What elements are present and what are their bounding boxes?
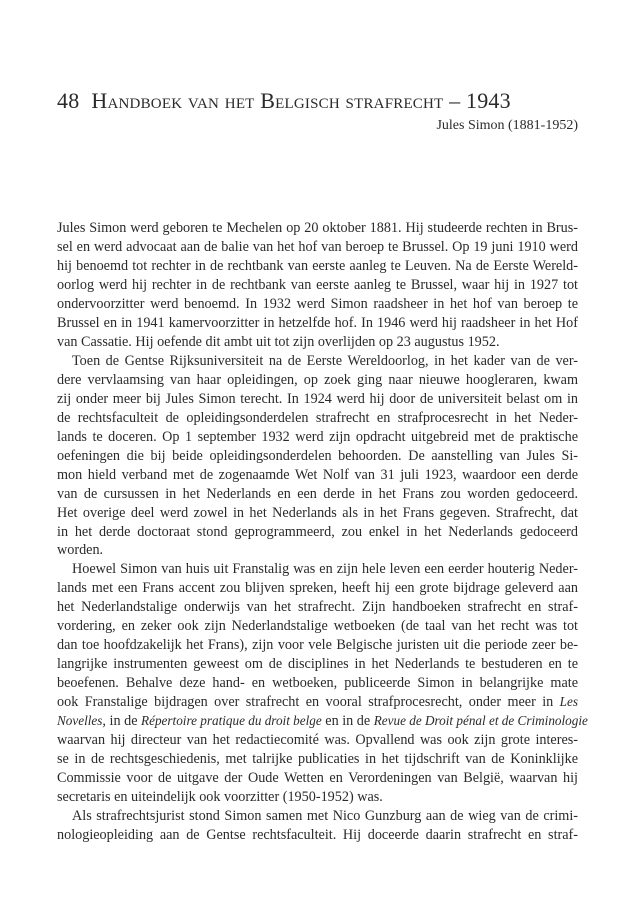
italic-title: Les	[559, 694, 578, 710]
text-line: ook Franstalige bijdragen over strafrecht en vooral strafprocesrecht, onder meer in Les	[57, 694, 578, 711]
text-line: Jules Simon werd geboren te Mechelen op 20 oktober 1881. Hij studeerde rechten in Brus-	[57, 220, 578, 236]
text-line: se in de rechtsgeschiedenis, met talrijke publicaties in het tijdschrift van de Koninklijke	[57, 751, 578, 768]
text-line: van Cassatie. Hij oefende dit ambt uit tot zijn overlijden op 23 augustus 1952.	[57, 333, 500, 350]
paragraph	[57, 560, 588, 807]
text-line: van de cursussen in het Nederlands en een derde in het Frans zou worden gedoceerd.	[57, 485, 578, 502]
text-line: in het derde doctoraat stond geprogrammeerd, zou enkel in het Nederlands gedoceerd	[57, 523, 578, 540]
text-line: Brussel en in 1941 kamervoorzitter in hetzelfde hof. In 1946 werd hij raadsheer in het Hof	[57, 314, 578, 331]
text-line: lands met een Frans accent zou blijven spreken, heeft hij een grote bijdrage geleverd aan	[57, 580, 578, 597]
page-number: 48	[57, 88, 80, 113]
text-line: nologieopleiding aan de Gentse rechtsfaculteit. Hij doceerde daarin strafrecht en straf-	[57, 827, 578, 843]
text-line: dan toe hoofdzakelijk het Frans), zijn voor vele Belgische juristen uit die periode zeer be-	[57, 637, 578, 654]
text-line: hij benoemd tot rechter in de rechtbank van eerste aanleg te Leuven. Na de Eerste Wereld-	[57, 257, 578, 274]
chapter-title: Handboek van het Belgisch strafrecht – 1943	[91, 88, 511, 113]
text-line: lands te doceren. Op 1 september 1932 werd zijn opdracht uitgebreid met de praktische	[57, 428, 578, 445]
italic-title: Répertoire pratique du droit belge	[141, 713, 322, 729]
text-line: oorlog werd hij rechter in de rechtbank van eerste aanleg te Brussel, waar hij in 1927 tot	[57, 276, 578, 293]
paragraph	[57, 352, 578, 561]
text-line: de rechtsfaculteit de opleidingsonderdelen strafrecht en strafprocesrecht in het Neder-	[57, 409, 578, 426]
text-line: Het overige deel werd zowel in het Nederlands als in het Frans gegeven. Strafrecht, dat	[57, 504, 578, 521]
italic-title: Revue de Droit pénal et de Criminologie	[373, 713, 588, 729]
text-line: Novelles, in de Répertoire pratique du droit belge en in de Revue de Droit pénal et de Criminologie	[57, 713, 588, 730]
body-text	[57, 219, 588, 845]
text-line: Als strafrechtsjurist stond Simon samen met Nico Gunzburg aan de wieg van de crimi-	[72, 808, 578, 825]
text-line: waarvan hij directeur van het redactiecomité was. Opvallend was ook zijn grote interes-	[57, 732, 578, 749]
text-line: worden.	[57, 542, 104, 559]
chapter-heading	[57, 88, 582, 114]
text-line: Toen de Gentse Rijksuniversiteit na de Eerste Wereldoorlog, in het kader van de ver-	[72, 352, 578, 369]
author-byline: Jules Simon (1881-1952)	[436, 118, 578, 133]
text-line: het Nederlandstalige onderwijs van het strafrecht. Zijn handboeken strafrecht en straf-	[57, 599, 578, 616]
text-line: secretaris en uiteindelijk ook voorzitter (1950-1952) was.	[57, 789, 383, 806]
paragraph	[57, 807, 578, 845]
text-line: beoefenen. Behalve deze hand- en wetboeken, publiceerde Simon in belangrijke mate	[57, 675, 578, 692]
text-line: dere vervlaamsing van haar opleidingen, op zoek ging naar nieuwe hoogleraren, kwam	[57, 371, 578, 388]
text-line: sel en werd advocaat aan de balie van het hof van beroep te Brussel. Op 19 juni 1910 werd	[57, 238, 578, 255]
text-line: zij onder meer bij Jules Simon terecht. In 1924 werd hij door de universiteit belast om in	[57, 390, 578, 407]
text-line: oefeningen die bij beide opleidingsonderdelen behoorden. De aanstelling van Jules Si-	[57, 447, 578, 464]
text-line: mon hield verband met de zogenaamde Wet Nolf van 31 juli 1923, waardoor een derde	[57, 466, 578, 483]
text-line: vordering, en zeker ook zijn Nederlandstalige wetboeken (de taal van het recht was tot	[57, 618, 578, 635]
text-line: ondervoorzitter werd benoemd. In 1932 werd Simon raadsheer in het hof van beroep te	[57, 295, 578, 312]
text-line: langrijke instrumenten geweest om de disciplines in het Nederlands te bestuderen en te	[57, 656, 578, 673]
text-line: Commissie voor de uitgave der Oude Wetten en Verordeningen van België, waarvan hij	[57, 770, 578, 787]
text-line: Hoewel Simon van huis uit Franstalig was en zijn hele leven een eerder houterig Neder-	[72, 561, 578, 578]
italic-title: Novelles	[57, 713, 103, 729]
paragraph	[57, 219, 578, 352]
